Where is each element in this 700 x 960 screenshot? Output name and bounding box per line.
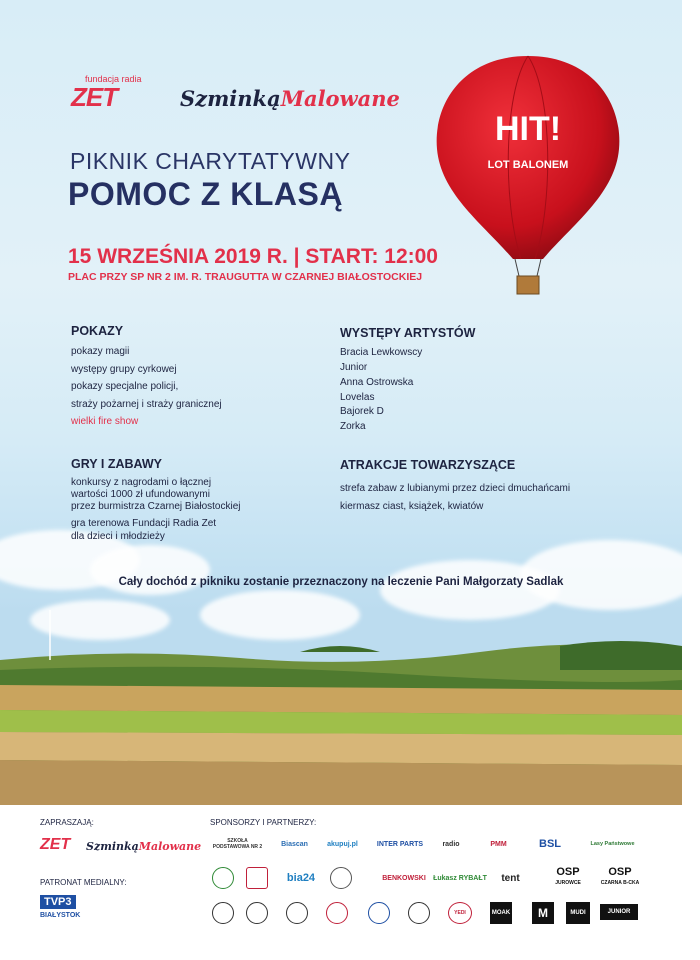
sponsor-logo-sub: JUROWCE xyxy=(555,880,581,886)
szminka-footer-logo xyxy=(86,840,201,853)
emblem-icon xyxy=(326,902,348,924)
szminka-text-a: Szminką xyxy=(180,86,281,111)
cloud xyxy=(520,540,700,610)
list-item: gra terenowa Fundacji Radia Zet xyxy=(71,518,217,529)
landscape-image xyxy=(0,640,682,805)
list-item: wielki fire show xyxy=(71,416,139,427)
list-item: Bracia Lewkowscy xyxy=(340,347,423,358)
sponsor-logo: MOAK xyxy=(490,902,512,924)
balloon-hit-text: HIT! xyxy=(494,110,562,148)
cloud xyxy=(30,600,170,640)
sponsor-logo: JUNIOR xyxy=(600,904,638,920)
sponsor-logo: BENKOWSKI xyxy=(382,874,426,882)
tvp3-city: BIAŁYSTOK xyxy=(40,912,81,919)
emblem-icon xyxy=(212,867,234,889)
list-item: wartości 1000 zł ufundowanymi xyxy=(71,489,210,500)
list-item: kiermasz ciast, książek, kwiatów xyxy=(340,501,484,512)
szminka-logo xyxy=(180,86,400,111)
sponsor-logo: PMM xyxy=(490,840,507,848)
patronat-label: PATRONAT MEDIALNY: xyxy=(40,878,127,887)
sponsor-logo: INTER PARTS xyxy=(376,840,424,848)
list-item: konkursy z nagrodami o łącznej xyxy=(71,477,212,488)
zet-footer-logo: ZET xyxy=(40,836,71,853)
list-item: Bajorek D xyxy=(340,406,384,417)
section-atrakcje-title: ATRAKCJE TOWARZYSZĄCE xyxy=(340,458,516,472)
zapraszaja-label: ZAPRASZAJĄ: xyxy=(40,818,94,827)
sponsor-logo: radio xyxy=(442,840,460,848)
event-date: 15 WRZEŚNIA 2019 R. | START: 12:00 xyxy=(68,245,438,268)
cloud xyxy=(200,590,360,640)
balloon-lot-text: LOT BALONEM xyxy=(487,159,569,171)
sponsor-logo: BSL xyxy=(539,838,561,850)
list-item: straży pożarnej i straży granicznej xyxy=(71,399,222,410)
sponsor-logo: YEDI xyxy=(448,902,472,924)
list-item: pokazy specjalne policji, xyxy=(71,381,179,392)
emblem-icon xyxy=(246,902,268,924)
title-line2: POMOC Z KLASĄ xyxy=(68,176,343,212)
hot-air-balloon-icon xyxy=(433,54,623,304)
emblem-icon xyxy=(212,902,234,924)
proceeds-statement: Cały dochód z pikniku zostanie przeznaczony na leczenie Pani Małgorzaty Sadlak xyxy=(118,576,564,588)
list-item: występy grupy cyrkowej xyxy=(71,364,177,375)
szminka-text-b: Malowane xyxy=(280,86,400,111)
list-item: Junior xyxy=(340,362,368,373)
sponsor-logo-sub: CZARNA B-CKA xyxy=(600,880,640,886)
sponsor-logo: bia24 xyxy=(286,872,316,884)
tvp3-logo: TVP3 xyxy=(40,895,76,909)
section-pokazy-title: POKAZY xyxy=(71,324,124,338)
sponsor-logo: MUDI xyxy=(566,902,590,924)
section-artysci-title: WYSTĘPY ARTYSTÓW xyxy=(340,326,476,340)
sponsor-logo: akupuj.pl xyxy=(327,840,358,848)
sponsor-logo: Lasy Państwowe xyxy=(590,841,635,847)
sponsor-logo: tent xyxy=(501,872,520,884)
sponsor-emblem-icon xyxy=(330,867,352,889)
sponsor-logo: OSP xyxy=(608,866,632,878)
sponsor-logo: SZKOŁA PODSTAWOWA NR 2 xyxy=(212,838,263,850)
sponsor-logo: Biascan xyxy=(281,840,308,848)
list-item: dla dzieci i młodzieży xyxy=(71,531,165,542)
sponsorzy-label: SPONSORZY I PARTNERZY: xyxy=(210,818,317,827)
coat-of-arms-icon xyxy=(246,867,268,889)
event-place: PLAC PRZY SP NR 2 IM. R. TRAUGUTTA W CZARNEJ BIAŁOSTOCKIEJ xyxy=(68,271,423,283)
szminka-footer-b: Malowane xyxy=(138,840,202,853)
list-item: strefa zabaw z lubianymi przez dzieci dmuchańcami xyxy=(340,483,571,494)
title-line1: PIKNIK CHARYTATYWNY xyxy=(70,148,351,174)
emblem-icon xyxy=(408,902,430,924)
list-item: przez burmistrza Czarnej Białostockiej xyxy=(71,501,241,512)
list-item: Lovelas xyxy=(340,392,375,403)
emblem-icon xyxy=(368,902,390,924)
zet-small-text: fundacja radia xyxy=(85,74,142,84)
list-item: Zorka xyxy=(340,421,366,432)
footer xyxy=(0,805,682,960)
zet-big-text: ZET xyxy=(71,82,118,112)
list-item: Anna Ostrowska xyxy=(340,377,414,388)
sponsor-logo: OSP xyxy=(556,866,580,878)
list-item: pokazy magii xyxy=(71,346,130,357)
section-gry-title: GRY I ZABAWY xyxy=(71,457,162,471)
sponsor-logo: Łukasz RYBAŁT xyxy=(433,874,487,882)
sponsor-logo: M xyxy=(532,902,554,924)
emblem-icon xyxy=(286,902,308,924)
szminka-footer-a: Szminką xyxy=(86,840,139,853)
